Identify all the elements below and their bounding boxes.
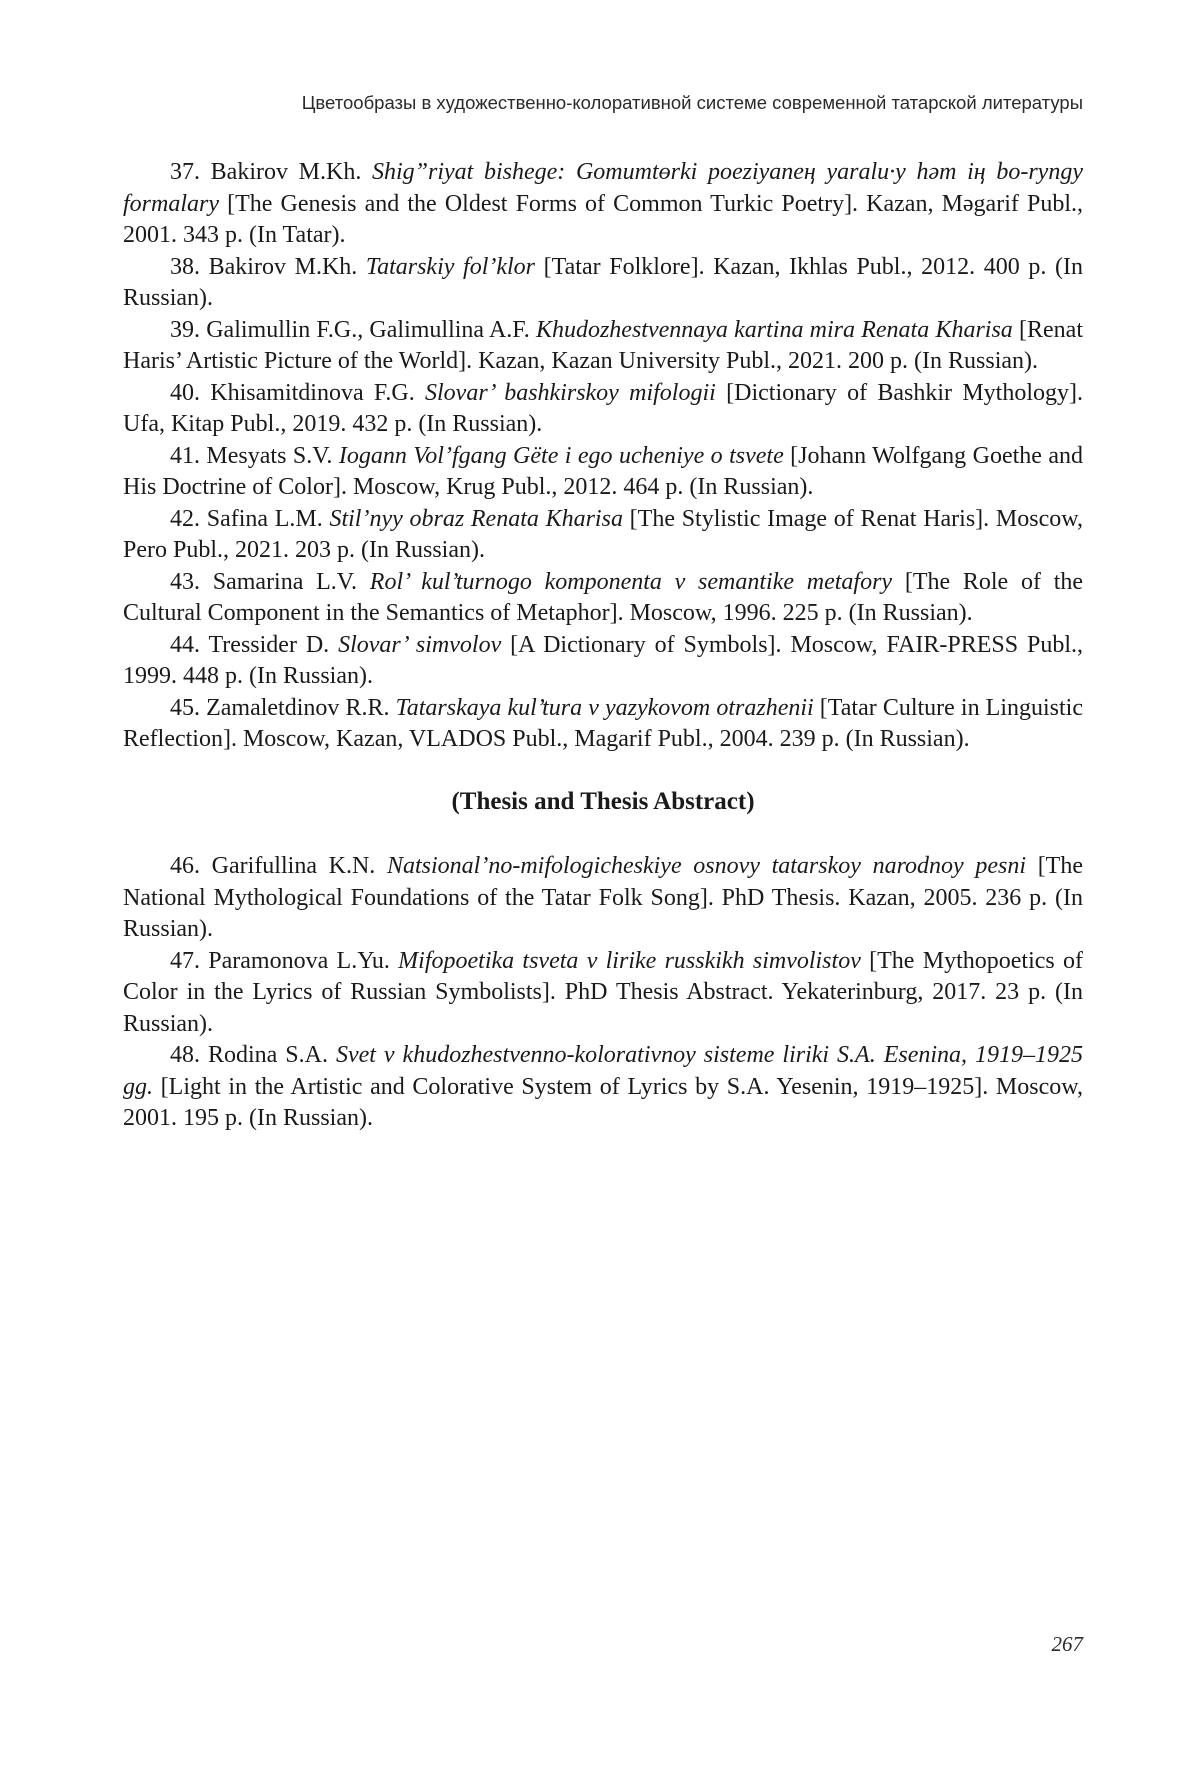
page-number: 267 bbox=[1051, 1632, 1083, 1656]
ref-author: 40. Khisamitdinova F.G. bbox=[170, 379, 425, 406]
running-header: Цветообразы в художественно-колоративной системе современной татарской литературы bbox=[301, 92, 1083, 113]
reference-entry-46 bbox=[123, 851, 1083, 946]
ref-details: [Light in the Artistic and Colorative System of Lyrics by S.A. Yesenin, 1919–1925]. Moscow, 2001. 195 p. (In Russian). bbox=[123, 1073, 1083, 1131]
reference-entry-37 bbox=[123, 157, 1083, 252]
ref-details: [Renat Haris’ Artistic Picture of the World]. Kazan, Kazan University Publ., 2021. 200 p. (In Russian). bbox=[123, 316, 1083, 374]
reference-entry-47 bbox=[123, 946, 1083, 1041]
ref-details: [A Dictionary of Symbols]. Moscow, FAIR-PRESS Publ., 1999. 448 p. (In Russian). bbox=[123, 631, 1084, 689]
reference-entry-41 bbox=[123, 441, 1083, 504]
ref-title: Rol’ kul’turnogo komponenta v semantike metafory bbox=[369, 568, 893, 595]
ref-title: Khudozhestvennaya kartina mira Renata Kharisa bbox=[535, 316, 1013, 343]
ref-title: Slovar’ simvolov bbox=[338, 631, 502, 658]
ref-title: Slovar’ bashkirskoy mifologii bbox=[425, 379, 716, 406]
reference-entry-44 bbox=[123, 630, 1083, 693]
ref-author: 47. Paramonova L.Yu. bbox=[170, 947, 399, 974]
ref-details: [The Role of the Cultural Component in the Semantics of Metaphor]. Moscow, 1996. 225 p. (In Russian). bbox=[123, 568, 1084, 626]
ref-author: 46. Garifullina K.N. bbox=[170, 853, 387, 879]
ref-author: 43. Samarina L.V. bbox=[170, 568, 370, 595]
ref-author: 38. Bakirov M.Kh. bbox=[170, 253, 366, 280]
ref-details: [The Genesis and the Oldest Forms of Common Turkic Poetry]. Kazan, Mәgarif Publ., 2001. 343 p. (In Tatar). bbox=[123, 190, 1083, 248]
ref-title: Iogann Vol’fgang Gëte i ego ucheniye o tsvete bbox=[338, 442, 784, 469]
ref-author: 44. Tressider D. bbox=[170, 631, 339, 658]
ref-details: [Johann Wolfgang Goethe and His Doctrine of Color]. Moscow, Krug Publ., 2012. 464 p. (In Russian). bbox=[123, 442, 1083, 500]
ref-author: 48. Rodina S.A. bbox=[170, 1042, 336, 1068]
reference-entry-39 bbox=[123, 315, 1083, 378]
ref-author: 39. Galimullin F.G., Galimullina A.F. bbox=[170, 316, 536, 343]
ref-author: 37. Bakirov M.Kh. bbox=[170, 159, 372, 185]
ref-details: [Tatar Culture in Linguistic Reflection]. Moscow, Kazan, VLADOS Publ., Magarif Publ., 2004. 239 p. (In Russian). bbox=[123, 694, 1083, 752]
ref-title: Mifopoetika tsveta v lirike russkikh simvolistov bbox=[398, 947, 861, 974]
reference-list bbox=[123, 157, 1083, 1135]
ref-details: [The Mythopoetics of Color in the Lyrics of Russian Symbolists]. PhD Thesis Abstract. Yekaterinburg, 2017. 23 p. (In Russian). bbox=[123, 947, 1084, 1037]
reference-entry-42 bbox=[123, 504, 1083, 567]
reference-entry-40 bbox=[123, 378, 1083, 441]
reference-entry-43 bbox=[123, 567, 1083, 630]
ref-details: [The National Mythological Foundations of the Tatar Folk Song]. PhD Thesis. Kazan, 2005. 236 p. (In Russian). bbox=[123, 853, 1083, 942]
ref-author: 41. Mesyats S.V. bbox=[170, 442, 339, 469]
reference-entry-48 bbox=[123, 1040, 1083, 1135]
ref-title: Tatarskaya kul’tura v yazykovom otrazhenii bbox=[395, 694, 814, 721]
ref-details: [Dictionary of Bashkir Mythology]. Ufa, Kitap Publ., 2019. 432 p. (In Russian). bbox=[123, 379, 1084, 437]
reference-entry-38 bbox=[123, 252, 1083, 315]
ref-title: Stil’nyy obraz Renata Kharisa bbox=[329, 505, 623, 532]
section-heading: (Thesis and Thesis Abstract) bbox=[451, 787, 755, 815]
ref-title: Shig”riyat bishege: Gomumtөrki poeziyanең yaralu·y hәm iң bo-ryngy formalary bbox=[123, 159, 1083, 217]
reference-entry-45 bbox=[123, 693, 1083, 756]
ref-author: 45. Zamaletdinov R.R. bbox=[170, 694, 396, 721]
ref-details: [The Stylistic Image of Renat Haris]. Moscow, Pero Publ., 2021. 203 p. (In Russian). bbox=[123, 505, 1083, 563]
ref-title: Natsional’no-mifologicheskiye osnovy tatarskoy narodnoy pesni bbox=[386, 853, 1027, 879]
ref-author: 42. Safina L.M. bbox=[170, 505, 330, 532]
ref-title: Tatarskiy fol’klor bbox=[365, 253, 536, 280]
ref-details: [Tatar Folklore]. Kazan, Ikhlas Publ., 2012. 400 p. (In Russian). bbox=[123, 253, 1084, 311]
ref-title: Svet v khudozhestvenno-kolorativnoy sisteme liriki S.A. Esenina, 1919–1925 gg. bbox=[123, 1042, 1083, 1100]
